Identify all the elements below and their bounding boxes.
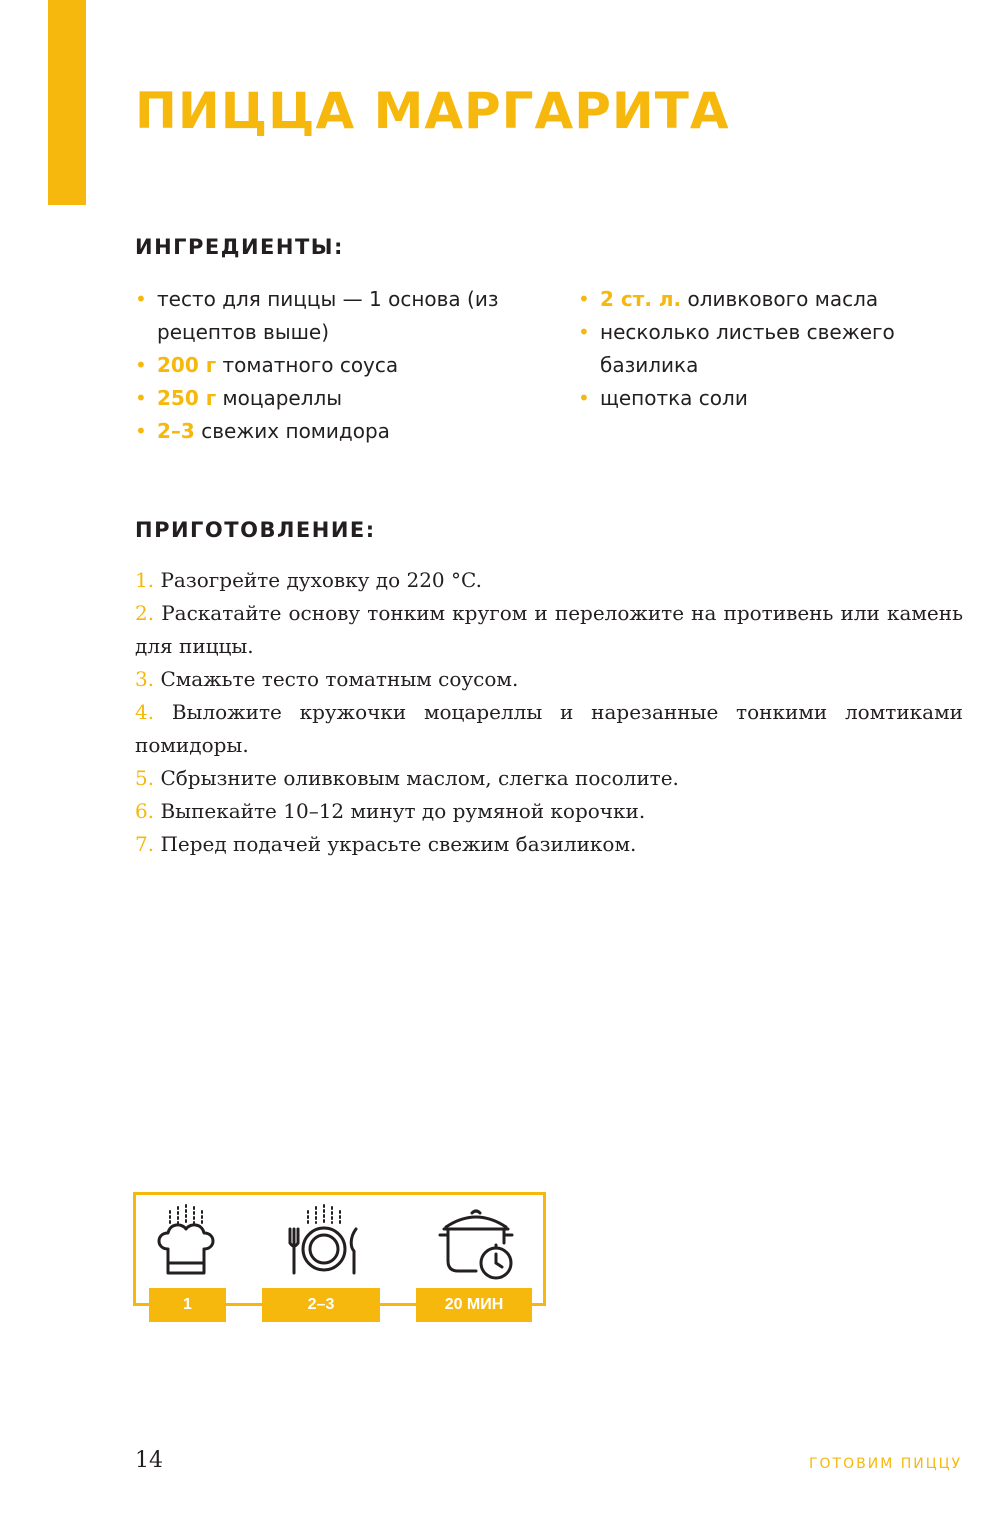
chapter-title: ГОТОВИМ ПИЦЦУ	[808, 1456, 962, 1472]
box-bottom-line	[532, 1303, 546, 1306]
ingredient-item: • щепотка соли	[578, 382, 938, 415]
ingredient-item: • несколько листьев свежего базилика	[578, 316, 938, 382]
box-bottom-line	[380, 1303, 416, 1306]
ingredient-item: • 2–3 свежих помидора	[135, 415, 505, 448]
step-item: 4. Выложите кружочки моцареллы и нарезанные тонкими ломтиками помидоры.	[135, 700, 963, 757]
plate-cutlery-icon	[284, 1203, 364, 1279]
ingredient-item: • 250 г моцареллы	[135, 382, 505, 415]
time-badge: 20 МИН	[416, 1288, 532, 1322]
step-item: 5. Сбрызните оливковым маслом, слегка посолите.	[135, 766, 679, 790]
difficulty-badge: 1	[149, 1288, 226, 1322]
pot-timer-icon	[436, 1203, 520, 1285]
box-bottom-line	[133, 1303, 149, 1306]
page-title: ПИЦЦА МАРГАРИТА	[135, 82, 730, 140]
step-item: 7. Перед подачей украсьте свежим базиликом.	[135, 832, 637, 856]
ingredients-heading: ИНГРЕДИЕНТЫ:	[135, 235, 344, 259]
step-item: 2. Раскатайте основу тонким кругом и переложите на противень или камень для пиццы.	[135, 601, 963, 658]
ingredients-list-right	[578, 283, 938, 415]
preparation-heading: ПРИГОТОВЛЕНИЕ:	[135, 518, 376, 542]
chef-hat-icon	[150, 1203, 224, 1279]
servings-badge: 2–3	[262, 1288, 380, 1322]
ingredient-item: • 2 ст. л. оливкового масла	[578, 283, 938, 316]
box-bottom-line	[226, 1303, 262, 1306]
step-item: 3. Смажьте тесто томатным соусом.	[135, 667, 519, 691]
ingredient-item: • 200 г томатного соуса	[135, 349, 505, 382]
ingredient-item: • тесто для пиццы — 1 основа (из рецептов выше)	[135, 283, 505, 349]
ingredients-list-left	[135, 283, 505, 448]
preparation-steps	[135, 564, 963, 861]
step-item: 6. Выпекайте 10–12 минут до румяной корочки.	[135, 799, 646, 823]
step-item: 1. Разогрейте духовку до 220 °C.	[135, 568, 482, 592]
accent-bar	[48, 0, 86, 205]
page-number: 14	[135, 1448, 163, 1473]
